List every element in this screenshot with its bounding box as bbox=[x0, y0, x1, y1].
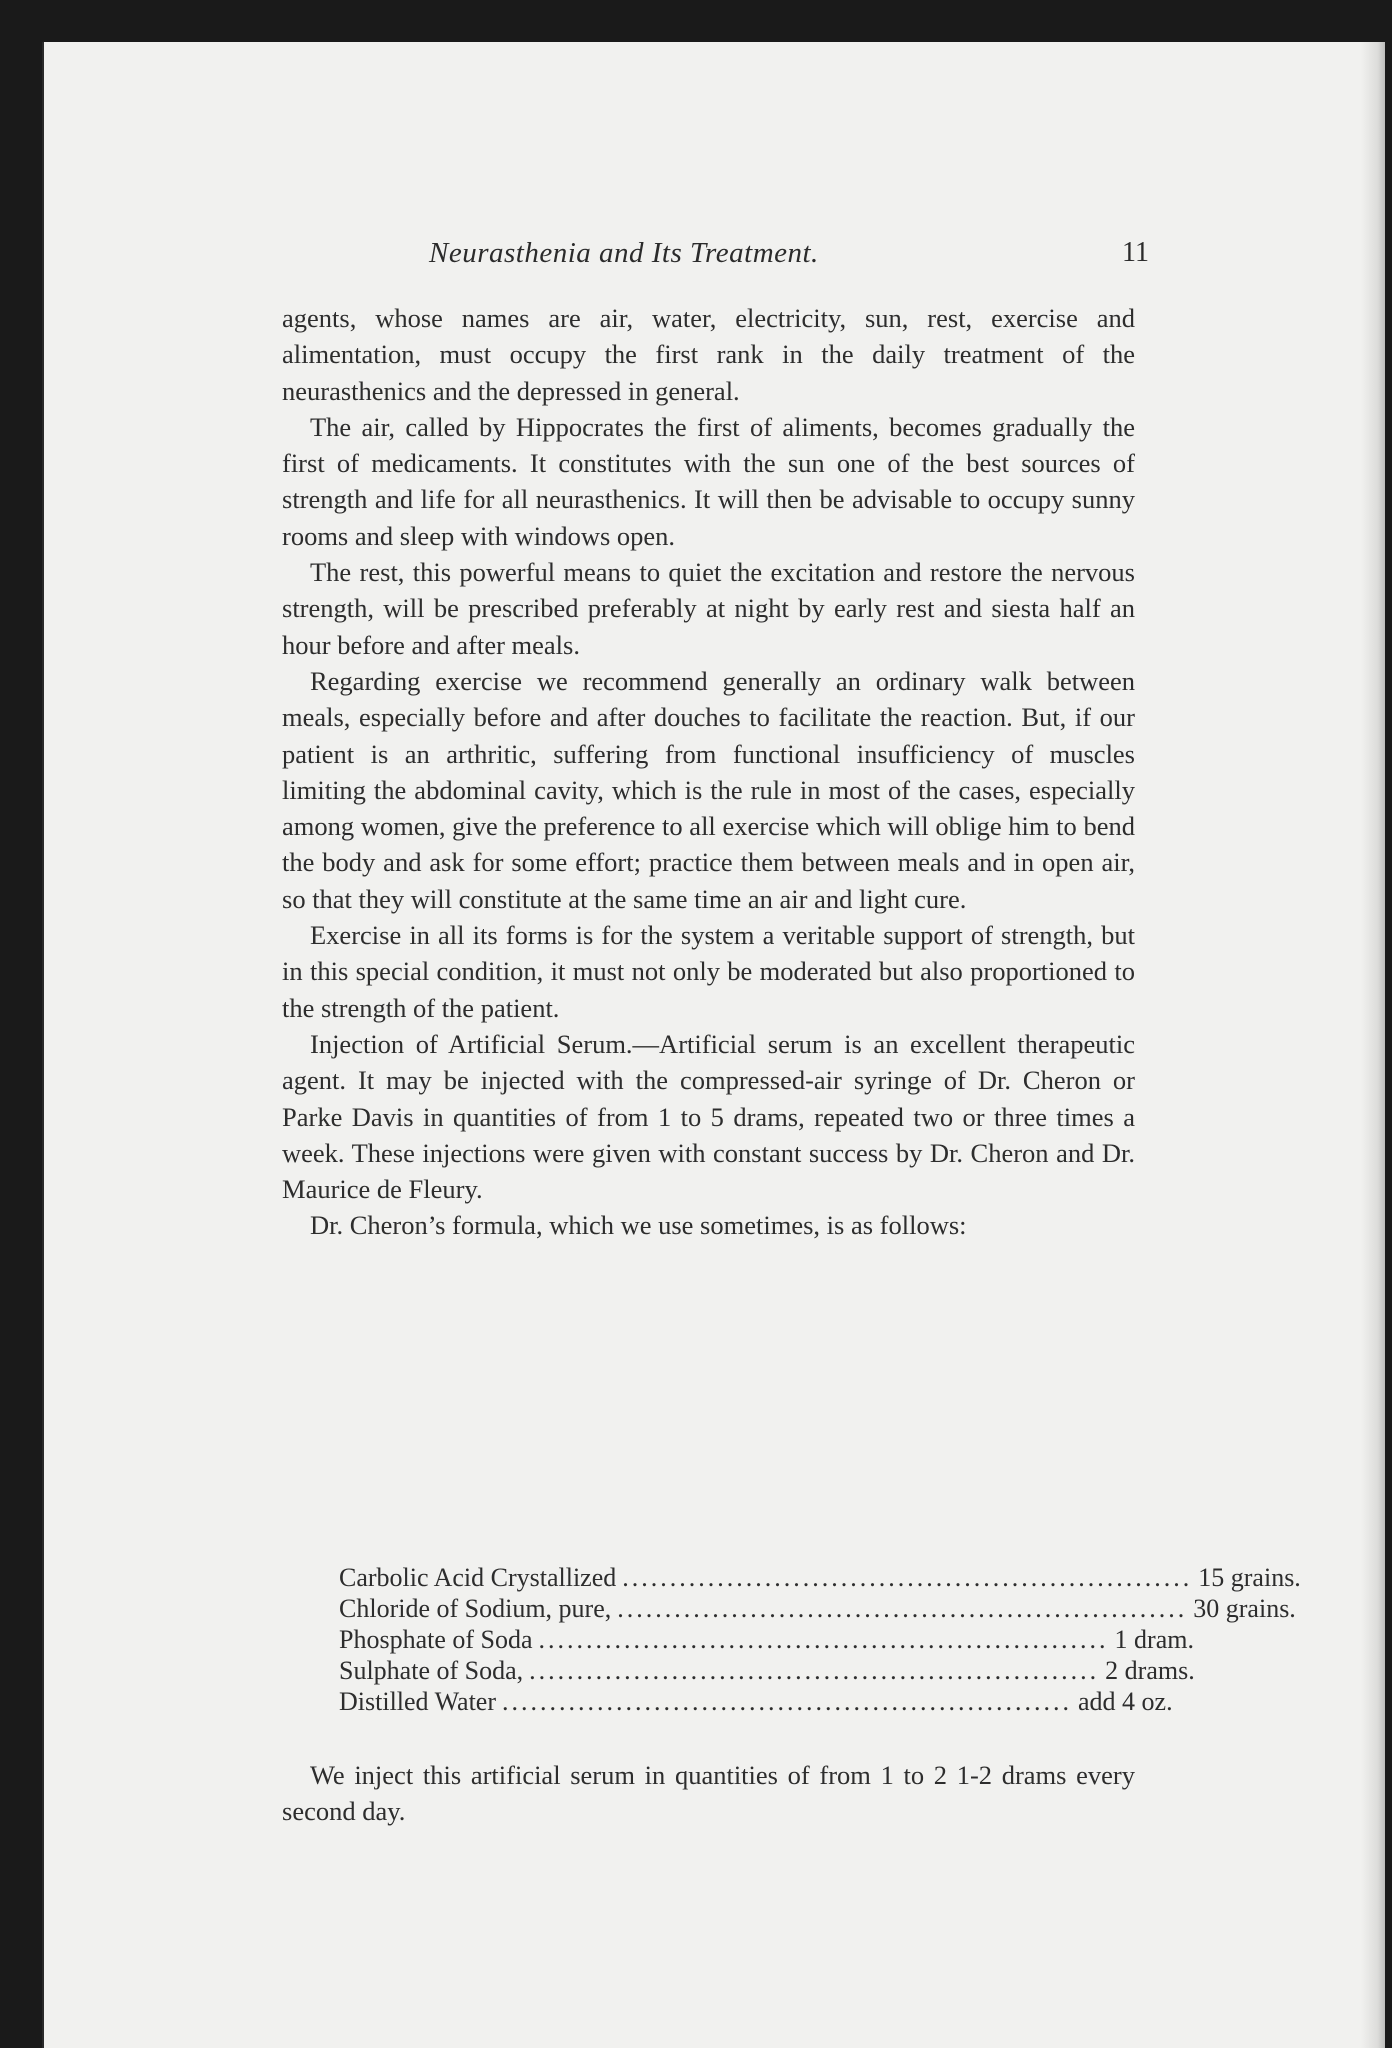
closing-text bbox=[282, 1757, 1135, 1830]
dot-leader: ............................................................ bbox=[538, 1625, 1109, 1654]
formula-amount: 1 dram. bbox=[1114, 1625, 1194, 1654]
page-edge-shadow bbox=[1361, 42, 1385, 2048]
formula-table bbox=[339, 1562, 1301, 1717]
body-text bbox=[282, 300, 1135, 1244]
dot-leader: ............................................................ bbox=[617, 1594, 1188, 1623]
formula-ingredient: Chloride of Sodium, pure, bbox=[339, 1594, 612, 1623]
book-page bbox=[42, 42, 1385, 2048]
dot-leader: ............................................................ bbox=[502, 1687, 1073, 1716]
formula-amount: 15 grains. bbox=[1198, 1563, 1301, 1592]
formula-row bbox=[339, 1655, 1195, 1686]
formula-ingredient: Phosphate of Soda bbox=[339, 1625, 533, 1654]
formula-amount: 2 drams. bbox=[1105, 1656, 1195, 1685]
formula-row bbox=[339, 1624, 1194, 1655]
running-title: Neurasthenia and Its Treatment. bbox=[429, 237, 819, 269]
dot-leader: ............................................................ bbox=[529, 1656, 1100, 1685]
paragraph-formula-intro: Dr. Cheron’s formula, which we use sometimes, is as follows: bbox=[310, 1210, 967, 1241]
running-head bbox=[299, 237, 1149, 281]
paragraph-exercise: Regarding exercise we recommend generally an ordinary walk between meals, especially before and after douches to facilitate the reaction. But, if our patient is an arthritic, suffering from functional insufficiency of muscles limiting the abdominal cavity, which is the rule in most of the cases, especially among women, give the preference to all exercise which will oblige him to bend the body and ask for some effort; practice them between meals and in open air, so that they will constitute at the same time an air and light cure. bbox=[282, 665, 1135, 914]
formula-ingredient: Carbolic Acid Crystallized bbox=[339, 1563, 617, 1592]
paragraph-rest: The rest, this powerful means to quiet the excitation and restore the nervous strength, will be prescribed preferably at night by early rest and siesta half an hour before and after meals. bbox=[282, 557, 1135, 660]
formula-amount: add 4 oz. bbox=[1078, 1687, 1173, 1716]
formula-row bbox=[339, 1686, 1173, 1717]
paragraph-exercise-forms: Exercise in all its forms is for the system a veritable support of strength, but in this special condition, it must not only be moderated but also proportioned to the strength of the patient. bbox=[282, 920, 1135, 1023]
formula-ingredient: Sulphate of Soda, bbox=[339, 1656, 524, 1685]
formula-amount: 30 grains. bbox=[1193, 1594, 1296, 1623]
paragraph-artificial-serum: Injection of Artificial Serum.—Artificial serum is an excellent therapeutic agent. It may be injected with the compressed-air syringe of Dr. Cheron or Parke Davis in quantities of from 1 to 5 drams, repeated two or three times a week. These injections were given with constant success by Dr. Cheron and Dr. Maurice de Fleury. bbox=[282, 1028, 1135, 1205]
formula-row bbox=[339, 1593, 1296, 1624]
formula-ingredient: Distilled Water bbox=[339, 1687, 497, 1716]
page-number: 11 bbox=[1122, 237, 1149, 268]
paragraph-injection-dosage: We inject this artificial serum in quantities of from 1 to 2 1-2 drams every second day. bbox=[282, 1760, 1135, 1827]
paragraph-air: The air, called by Hippocrates the first of aliments, becomes gradually the first of medicaments. It constitutes with the sun one of the best sources of strength and life for all neurasthenics. It will then be advisable to occupy sunny rooms and sleep with windows open. bbox=[282, 411, 1135, 551]
paragraph-continuation: agents, whose names are air, water, electricity, sun, rest, exercise and alimentation, must occupy the first rank in the daily treatment of the neurasthenics and the depressed in general. bbox=[282, 303, 1135, 406]
formula-row bbox=[339, 1562, 1301, 1593]
dot-leader: ............................................................ bbox=[622, 1563, 1193, 1592]
